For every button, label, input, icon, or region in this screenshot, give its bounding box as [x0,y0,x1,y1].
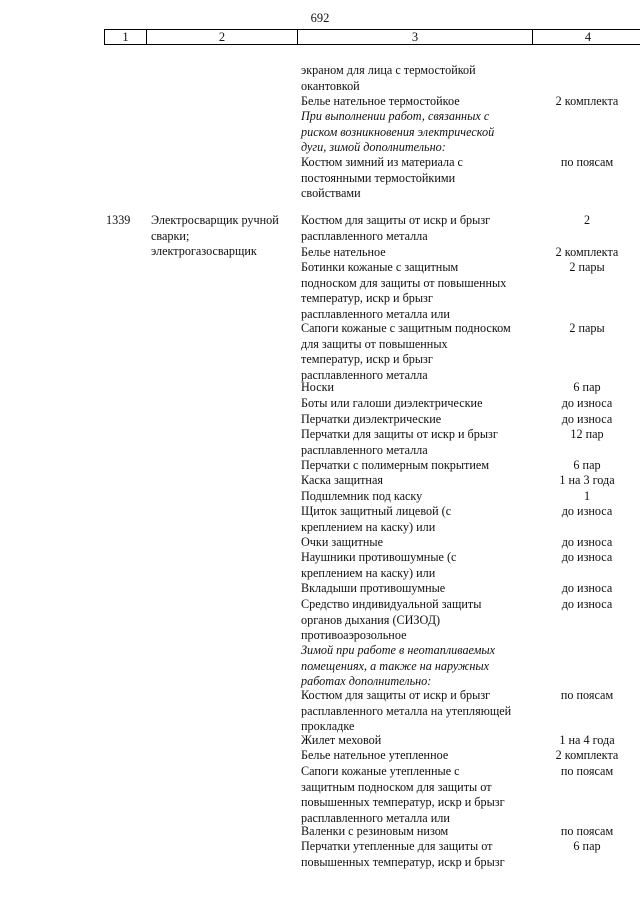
item-line: расплавленного металла или [301,306,450,321]
quantity [537,412,637,428]
item-line: для защиты от повышенных [301,336,448,351]
item-line: противоаэрозольное [301,628,407,642]
ppe-item [301,245,386,261]
item-line: свойствами [301,186,361,200]
item-line: защитным подноском для защиты от [301,779,492,794]
ppe-item [301,581,445,597]
quantity-line: 1 на 3 года [559,473,615,487]
item-line: Ботинки кожаные с защитным [301,260,459,274]
quantity-line: по поясам [560,824,614,838]
item-line: Очки защитные [301,535,383,549]
ppe-item [301,839,505,870]
item-line: При выполнении работ, связанных с [301,109,490,123]
quantity [537,535,637,551]
item-line: постоянными термостойкими [301,170,456,185]
quantity-line: до износа [561,597,613,611]
quantity [537,748,637,764]
quantity [537,733,637,749]
item-line: дуги, зимой дополнительно: [301,140,446,154]
header-col-4: 4 [584,30,592,44]
quantity-line: до износа [561,504,613,518]
quantity [537,504,637,520]
item-line: Валенки с резиновым низом [301,824,449,838]
item-line: органов дыхания (СИЗОД) [301,612,441,627]
ppe-item [301,260,506,322]
ppe-item [301,733,381,749]
header-col-2: 2 [218,30,226,44]
entry-number: 1339 [106,213,131,227]
quantity [537,581,637,597]
quantity-line: по поясам [560,764,614,778]
item-line: окантовкой [301,78,360,93]
ppe-item [301,597,481,644]
ppe-item [301,550,456,581]
quantity-line: 2 пары [569,260,605,274]
quantity-line: по поясам [560,688,614,702]
item-line: экраном для лица с термостойкой [301,63,476,77]
ppe-item [301,94,460,110]
quantity-line: 6 пар [573,839,601,853]
quantity [537,824,637,840]
quantity-line: до износа [561,412,613,426]
note-text [301,109,494,156]
item-line: подноском для защиты от повышенных [301,275,507,290]
item-line: работах дополнительно: [301,674,432,688]
quantity-line: 1 [583,489,591,503]
item-line: температур, искр и брызг [301,352,433,366]
quantity [537,839,637,855]
quantity-line: 6 пар [573,458,601,472]
item-line: риском возникновения электрической [301,124,495,139]
ppe-item [301,427,498,458]
quantity [537,550,637,566]
quantity-line: до износа [561,396,613,410]
quantity-line: 2 пары [569,321,605,335]
quantity [537,688,637,704]
quantity [537,260,637,276]
profession-line: Электросварщик ручной [151,213,279,227]
item-line: расплавленного металла или [301,810,450,825]
ppe-item [301,473,383,489]
quantity [537,489,637,505]
quantity [537,245,637,261]
quantity-line: 12 пар [570,427,604,441]
ppe-item [301,504,451,535]
item-line: креплением на каску) или [301,565,436,580]
quantity-line: 1 на 4 года [559,733,615,747]
quantity [537,213,637,229]
quantity [537,473,637,489]
item-line: Носки [301,380,335,394]
item-line: помещениях, а также на наружных [301,658,490,673]
item-line: Перчатки диэлектрические [301,412,442,426]
item-line: Перчатки для защиты от искр и брызг [301,427,498,441]
quantity [537,321,637,337]
ppe-item [301,458,489,474]
header-col-1: 1 [122,30,129,44]
ppe-item [301,213,490,244]
item-line: Зимой при работе в неотапливаемых [301,643,496,657]
item-line: Подшлемник под каску [301,489,423,503]
item-line: Перчатки утепленные для защиты от [301,839,493,853]
note-text [301,643,495,690]
item-line: температур, искр и брызг [301,291,433,305]
item-line: расплавленного металла на утепляющей [301,703,512,718]
item-line: повышенных температур, искр и брызг [301,795,505,809]
quantity [537,597,637,613]
item-line: Боты или галоши диэлектрические [301,396,483,410]
item-line: Наушники противошумные (с [301,550,457,564]
profession-line: сварки; [151,228,190,243]
quantity-line: до износа [561,581,613,595]
ppe-item [301,748,448,764]
profession-name [151,213,279,260]
ppe-item [301,489,422,505]
quantity-line: 2 комплекта [555,94,619,108]
item-line: прокладке [301,719,355,733]
item-line: Сапоги кожаные утепленные с [301,764,460,778]
item-line: расплавленного металла [301,367,428,382]
ppe-item [301,688,511,735]
quantity [537,458,637,474]
item-line: Жилет меховой [301,733,382,747]
item-line: Белье нательное [301,245,386,259]
item-line: Костюм зимний из материала с [301,155,463,169]
item-line: расплавленного металла [301,442,428,457]
ppe-item [301,412,441,428]
item-line: Сапоги кожаные с защитным подноском [301,321,511,335]
table-header [104,29,640,45]
quantity [537,764,637,780]
quantity-line: по поясам [560,155,614,169]
ppe-item [301,380,334,396]
item-line: повышенных температур, искр и брызг [301,854,505,869]
quantity [537,427,637,443]
page-number: 692 [310,11,330,25]
item-line: Каска защитная [301,473,383,487]
quantity [537,380,637,396]
ppe-item [301,321,511,383]
profession-line: электрогазосварщик [151,244,257,258]
item-line: Костюм для защиты от искр и брызг [301,688,491,702]
item-line: расплавленного металла [301,228,428,243]
item-line: Щиток защитный лицевой (с [301,504,452,518]
quantity [537,155,637,171]
quantity [537,396,637,412]
item-line: креплением на каску) или [301,519,436,534]
item-line: Белье нательное термостойкое [301,94,460,108]
item-line: Белье нательное утепленное [301,748,449,762]
ppe-item [301,155,463,202]
quantity [537,94,637,110]
quantity-line: 2 комплекта [555,748,619,762]
ppe-item [301,63,476,94]
item-line: Вкладыши противошумные [301,581,446,595]
ppe-item [301,824,448,840]
quantity-line: 6 пар [573,380,601,394]
ppe-item [301,396,483,412]
ppe-item [301,535,383,551]
item-line: Средство индивидуальной защиты [301,597,482,611]
header-col-3: 3 [411,30,419,44]
item-line: Перчатки с полимерным покрытием [301,458,490,472]
quantity-line: до износа [561,535,613,549]
ppe-item [301,764,505,826]
quantity-line: до износа [561,550,613,564]
quantity-line: 2 комплекта [555,245,619,259]
quantity-line: 2 [583,213,591,227]
item-line: Костюм для защиты от искр и брызг [301,213,491,227]
